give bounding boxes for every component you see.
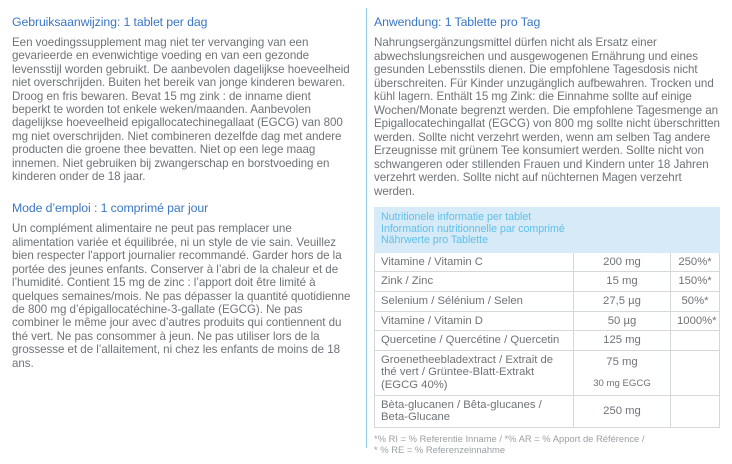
french-heading: Mode d’emploi : 1 comprimé par jour bbox=[12, 201, 209, 216]
table-row bbox=[375, 272, 720, 292]
french-instructions-block bbox=[12, 200, 352, 369]
nutrient-sub-amount: 30 mg EGCG bbox=[593, 377, 651, 389]
table-header bbox=[375, 208, 720, 253]
nutrient-ri: 250%* bbox=[671, 252, 720, 272]
table-header-row bbox=[375, 208, 720, 253]
nutrient-amount: 27,5 µg bbox=[574, 291, 671, 311]
nutrient-name: Groenetheebladextract / Extrait de thé vert / Grüntee-Blatt-Extrakt (EGCG 40%) bbox=[375, 350, 574, 395]
table-row bbox=[375, 252, 720, 272]
header-line-nl: Nutritionele informatie per tablet bbox=[381, 211, 532, 223]
footnote-line-2: * % RE = % Referenzeinnahme bbox=[374, 443, 506, 455]
right-column bbox=[374, 14, 720, 198]
nutrient-amount: 15 mg bbox=[574, 272, 671, 292]
table-row bbox=[375, 291, 720, 311]
footnote-line-1: *% RI = % Referentie Inname / *% AR = % Apport de Référence / bbox=[374, 432, 645, 444]
table-row bbox=[375, 350, 720, 395]
table-header-cell bbox=[375, 208, 720, 253]
nutrition-table bbox=[374, 207, 720, 428]
table-body bbox=[375, 252, 720, 427]
table-row bbox=[375, 395, 720, 427]
nutrient-ri bbox=[671, 395, 720, 427]
nutrient-ri: 50%* bbox=[671, 291, 720, 311]
nutrient-name: Vitamine / Vitamin D bbox=[375, 311, 574, 331]
nutrient-ri bbox=[671, 331, 720, 351]
spacer bbox=[12, 183, 352, 200]
nutrient-amount-cell bbox=[574, 350, 671, 395]
nutrient-name: Vitamine / Vitamin C bbox=[375, 252, 574, 272]
left-column bbox=[12, 14, 352, 370]
dutch-heading: Gebruiksaanwijzing: 1 tablet per dag bbox=[12, 15, 208, 29]
nutrient-amount: 50 µg bbox=[574, 311, 671, 331]
nutrition-information-table bbox=[374, 207, 719, 455]
dutch-instructions-block bbox=[12, 14, 352, 183]
nutrient-amount: 125 mg bbox=[574, 331, 671, 351]
nutrient-amount: 200 mg bbox=[574, 252, 671, 272]
nutrient-ri: 1000%* bbox=[671, 311, 720, 331]
german-heading: Anwendung: 1 Tablette pro Tag bbox=[374, 15, 541, 29]
nutrient-name: Quercetine / Quercétine / Quercetin bbox=[375, 331, 574, 351]
nutrient-name: Zink / Zinc bbox=[375, 272, 574, 292]
dutch-body-text: Een voedingssupplement mag niet ter vervanging van een gevarieerde en evenwichtige voeding en van een gezonde levensstijl worden gebruikt. De aanbevolen dagelijkse hoeveelheid niet overschrijden. Buiten het bereik van jonge kinderen bewaren. Droog en fris bewaren. Bevat 15 mg zink : de inname dient beperkt te worden tot enkele weken/maanden. Aanbevolen dagelijkse hoeveelheid epigallocatechinegallaat (EGCG) van 800 mg niet overschrijden. Niet combineren dezelfde dag met andere producten die groene thee bevatten. Niet op een lege maag innemen. Niet gebruiken bij zwangerschap en borstvoeding en kinderen onder de 18 jaar. bbox=[12, 36, 350, 184]
table-row bbox=[375, 311, 720, 331]
nutrient-name: Selenium / Sélénium / Selen bbox=[375, 291, 574, 311]
header-line-fr: Information nutritionnelle par comprimé bbox=[381, 222, 565, 235]
header-line-de: Nährwerte pro Tablette bbox=[381, 234, 488, 247]
nutrient-amount: 75 mg bbox=[606, 356, 638, 369]
german-body-text: Nahrungsergänzungsmittel dürfen nicht als Ersatz einer abwechslungsreichen und ausgewogenen Ernährung und eines gesunden Lebensstils dienen. Die empfohlene Tagesdosis nicht überschreiten. Für Kinder unzugänglich aufbewahren. Trocken und kühl lagern. Enthält 15 mg Zink: die Einnahme sollte auf einige Wochen/Monate begrenzt werden. Die empfohlene Tagesmenge an Epigallocatechingallat (EGCG) von 800 mg sollte nicht überschritten werden. Sollte nicht verzehrt werden, wenn am selben Tag andere Erzeugnisse mit grünem Tee konsumiert werden. Sollte nicht von schwangeren oder stillenden Frauen und Kindern unter 18 Jahren verzehrt werden. Sollte nicht auf nüchternen Magen verzehrt werden. bbox=[374, 36, 720, 198]
nutrient-amount: 250 mg bbox=[574, 395, 671, 427]
nutrient-ri: 150%* bbox=[671, 272, 720, 292]
nutrient-ri bbox=[671, 350, 720, 395]
french-body-text: Un complément alimentaire ne peut pas remplacer une alimentation variée et équilibrée, ni un style de vie sain. Veuillez bien respecter l'apport journalier recommandé. Garder hors de la portée des jeunes enfants. Conserver à l’abri de la chaleur et de l’humidité. Contient 15 mg de zinc : l’apport doit être limité à quelques semaines/mois. Ne pas dépasser la quantité quotidienne de 800 mg d’épigallocatéchine-3-gallate (EGCG). Ne pas combiner le même jour avec d’autres produits qui contiennent du thé vert. Ne pas consommer à jeun. Ne pas utiliser lors de la grossesse et de l’allaitement, ni chez les enfants de moins de 18 ans. bbox=[12, 222, 351, 370]
nutrient-name: Bèta-glucanen / Bêta-glucanes / Beta-Glucane bbox=[375, 395, 574, 427]
german-instructions-block bbox=[374, 14, 720, 198]
table-row bbox=[375, 331, 720, 351]
table-footnote bbox=[374, 433, 719, 455]
column-divider bbox=[366, 8, 367, 448]
